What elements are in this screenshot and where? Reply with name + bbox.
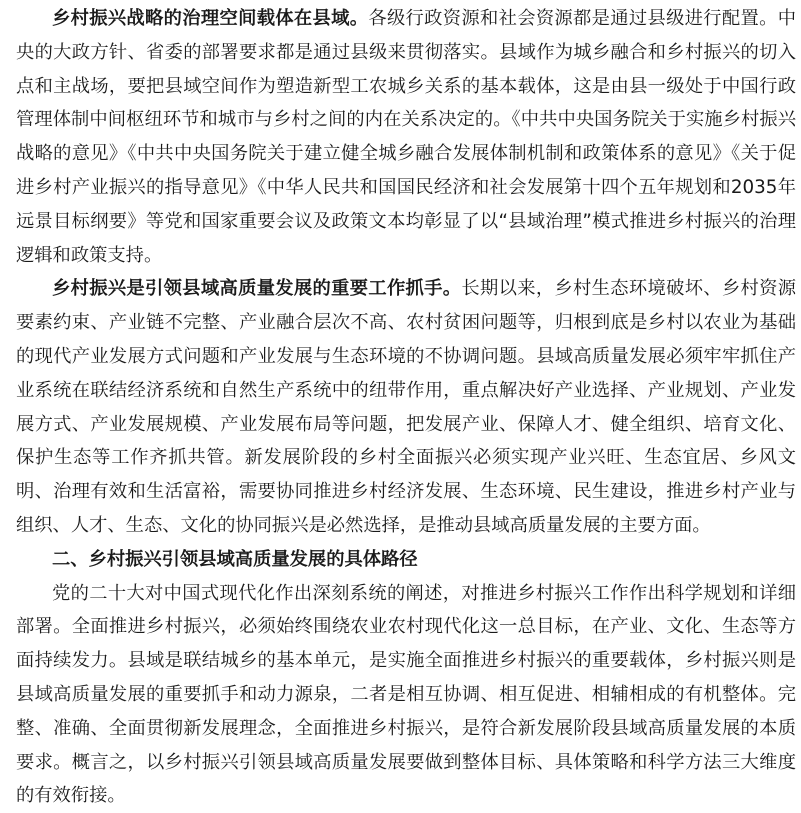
paragraph-county-governance [16, 2, 796, 272]
paragraph-body-text: 各级行政资源和社会资源都是通过县级进行配置。中央的大政方针、省委的部署要求都是通过县级来贯彻落实。县域作为城乡融合和乡村振兴的切入点和主战场，要把县域空间作为塑造新型工农城乡关系的基本载体，这是由县一级处于中国行政管理体制中间枢纽环节和城市与乡村之间的内在关系决定的。《中共中央国务院关于实施乡村振兴战略的意见》《中共中央国务院关于建立健全城乡融合发展体制机制和政策体系的意见》《关于促进乡村产业振兴的指导意见》《中华人民共和国国民经济和社会发展第十四个五年规划和2035年远景目标纲要》等党和国家重要会议及政策文本均彰显了以“县域治理”模式推进乡村振兴的治理逻辑和政策支持。 [16, 8, 797, 266]
paragraph-lead-sentence: 乡村振兴是引领县域高质量发展的重要工作抓手。 [52, 278, 462, 300]
document-page [16, 0, 796, 813]
paragraph-lead-sentence: 乡村振兴战略的治理空间载体在县域。 [52, 8, 369, 29]
paragraph-industry-work [16, 272, 796, 542]
section-heading: 二、乡村振兴引领县域高质量发展的具体路径 [52, 548, 418, 570]
paragraph-body-text: 长期以来，乡村生态环境破坏、乡村资源要素约束、产业链不完整、产业融合层次不高、农村贫困问题等，归根到底是乡村以农业为基础的现代产业发展方式问题和产业发展与生态环境的不协调问题。县域高质量发展必须牢牢抓住产业系统在联结经济系统和自然生产系统中的纽带作用，重点解决好产业选择、产业规划、产业发展方式、产业发展规模、产业发展布局等问题，把发展产业、保障人才、健全组织、培育文化、保护生态等工作齐抓共管。新发展阶段的乡村全面振兴必须实现产业兴旺、生态宜居、乡风文明、治理有效和生活富裕，需要协同推进乡村经济发展、生态环境、民生建设，推进乡村产业与组织、人才、生态、文化的协同振兴是必然选择，是推动县域高质量发展的主要方面。 [16, 278, 797, 536]
paragraph-concrete-path: 党的二十大对中国式现代化作出深刻系统的阐述，对推进乡村振兴工作作出科学规划和详细部署。全面推进乡村振兴，必须始终围绕农业农村现代化这一总目标，在产业、文化、生态等方面持续发力。县域是联结城乡的基本单元，是实施全面推进乡村振兴的重要载体，乡村振兴则是县域高质量发展的重要抓手和动力源泉，二者是相互协调、相互促进、相辅相成的有机整体。完整、准确、全面贯彻新发展理念，全面推进乡村振兴，是符合新发展阶段县域高质量发展的本质要求。概言之，以乡村振兴引领县域高质量发展要做到整体目标、具体策略和科学方法三大维度的有效衔接。 [16, 582, 796, 807]
